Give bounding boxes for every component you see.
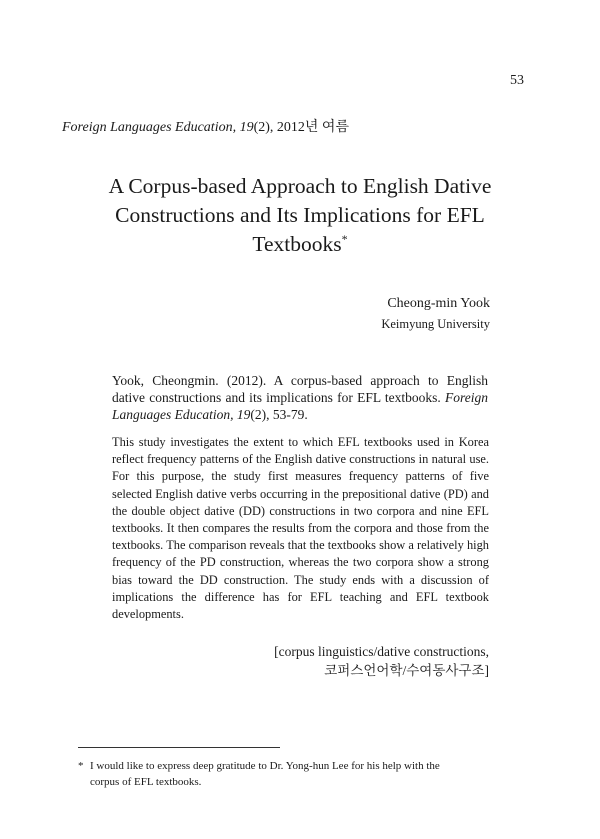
title-footnote-mark: * bbox=[341, 231, 348, 246]
page-number: 53 bbox=[510, 73, 524, 88]
citation-journal: Foreign Languages Education, 19 bbox=[112, 390, 488, 422]
citation bbox=[112, 372, 488, 423]
journal-header bbox=[62, 116, 349, 136]
citation-rest: (2), 53-79. bbox=[250, 407, 308, 422]
author-affiliation: Keimyung University bbox=[381, 317, 490, 331]
keywords-line-2: 코퍼스언어학/수여동사구조] bbox=[324, 663, 489, 678]
footnote bbox=[78, 758, 524, 790]
footnote-mark: * bbox=[78, 760, 84, 772]
keywords bbox=[274, 642, 489, 680]
journal-name: Foreign Languages Education, 19 bbox=[62, 120, 254, 135]
footnote-divider bbox=[78, 747, 280, 748]
author-name: Cheong-min Yook bbox=[387, 296, 490, 311]
title-line-3: Textbooks bbox=[252, 232, 342, 256]
citation-text: Yook, Cheongmin. (2012). A corpus-based approach to English dative constructions and its implications for EFL textbooks. bbox=[112, 373, 488, 405]
abstract: This study investigates the extent to which EFL textbooks used in Korea reflect frequency patterns of the English dative constructions in natural use. For this purpose, the study first measures frequency patterns of five selected English dative verbs occurring in the prepositional dative (PD) and the double object dative (DD) constructions in two corpora and nine EFL textbooks. It then compares the results from the corpora and those from the textbooks. The comparison reveals that the textbooks show a relatively high frequency of the PD construction, whereas the two corpora show a strong bias toward the DD construction. The study ends with a discussion of implications the difference has for EFL teaching and EFL textbook developments. bbox=[112, 435, 489, 622]
journal-issue: (2), 2012년 여름 bbox=[253, 120, 349, 135]
paper-title bbox=[60, 172, 540, 259]
footnote-line-1: I would like to express deep gratitude to Dr. Yong-hun Lee for his help with the bbox=[90, 760, 440, 772]
title-line-1: A Corpus-based Approach to English Dative bbox=[108, 174, 492, 198]
footnote-line-2: corpus of EFL textbooks. bbox=[90, 776, 202, 788]
title-line-2: Constructions and Its Implications for EFL bbox=[115, 203, 485, 227]
keywords-line-1: [corpus linguistics/dative constructions, bbox=[274, 644, 489, 659]
